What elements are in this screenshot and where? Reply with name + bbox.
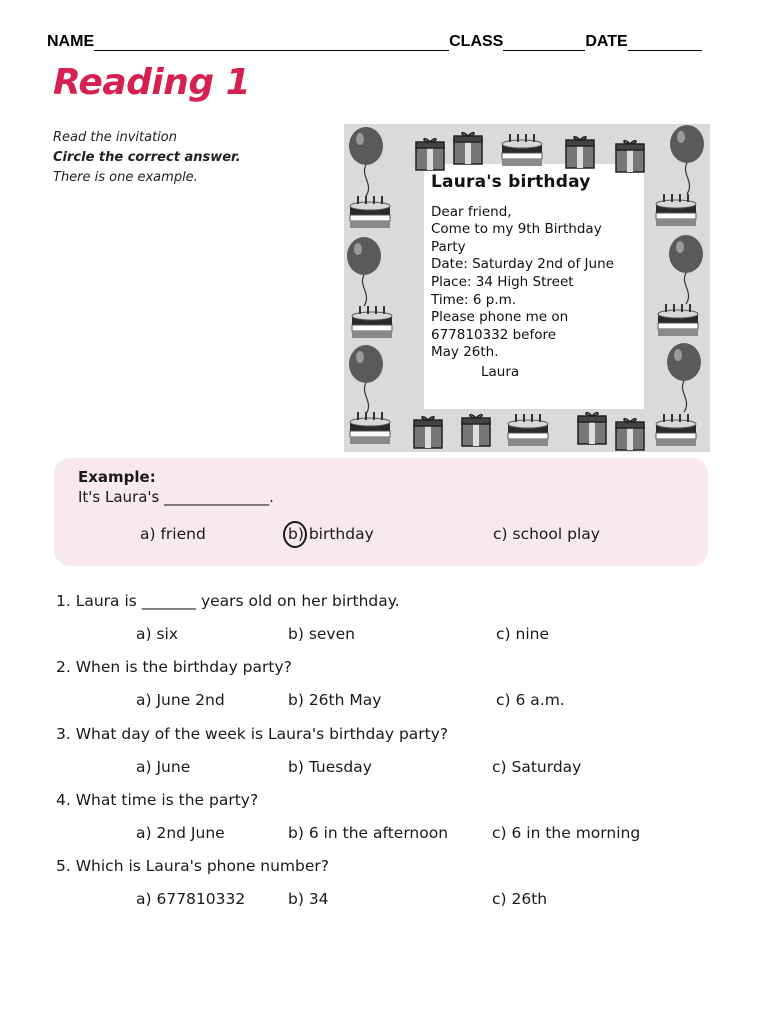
q3-option-a[interactable]: a) June [136,758,191,776]
class-label: CLASS [449,33,504,50]
q5-option-b[interactable]: b) 34 [288,890,329,908]
class-blank[interactable] [503,36,585,51]
example-box [54,458,708,566]
q2-option-b[interactable]: b) 26th May [288,691,382,709]
q2-option-c[interactable]: c) 6 a.m. [496,691,565,709]
q3-option-c[interactable]: c) Saturday [492,758,582,776]
question-1: 1. Laura is _______ years old on her birthday. [56,592,400,610]
q5-option-a[interactable]: a) 677810332 [136,890,246,908]
q5-option-c[interactable]: c) 26th [492,890,548,908]
name-blank[interactable] [94,36,449,51]
q4-option-a[interactable]: a) 2nd June [136,824,225,842]
instructions [53,128,241,188]
q2-option-a[interactable]: a) June 2nd [136,691,225,709]
instruction-line-bold: Circle the correct answer. [53,150,241,165]
invitation-line: Dear friend, [431,203,512,220]
name-label: NAME [47,33,95,50]
example-option-a[interactable]: a) friend [140,525,206,543]
question-3: 3. What day of the week is Laura's birthday party? [56,725,449,743]
invitation-line: 677810332 before [431,326,557,343]
invitation-text [431,174,661,382]
example-label: Example: [78,468,156,486]
invitation-line: Party [431,238,466,255]
q4-option-c[interactable]: c) 6 in the morning [492,824,641,842]
q1-option-c[interactable]: c) nine [496,625,549,643]
example-option-b[interactable]: b) birthday [288,525,374,543]
invitation-card [344,124,710,452]
invitation-line: Date: Saturday 2nd of June [431,256,614,273]
question-4: 4. What time is the party? [56,791,259,809]
q1-option-a[interactable]: a) six [136,625,179,643]
q1-option-b[interactable]: b) seven [288,625,355,643]
invitation-line: Place: 34 High Street [431,273,574,290]
page-title: Reading 1 [53,62,251,103]
instruction-line: Read the invitation [53,130,177,145]
example-sentence: It's Laura's ______________. [78,488,274,506]
answer-circle-mark [283,521,307,548]
invitation-line: May 26th. [431,344,499,361]
q3-option-b[interactable]: b) Tuesday [288,758,372,776]
date-label: DATE [585,33,628,50]
instruction-line: There is one example. [53,170,198,185]
invitation-title: Laura's birthday [431,172,591,192]
invitation-line: Come to my 9th Birthday [431,221,602,238]
student-info-header [47,33,717,51]
q4-option-b[interactable]: b) 6 in the afternoon [288,824,449,842]
question-2: 2. When is the birthday party? [56,658,292,676]
invitation-signature: Laura [481,363,520,380]
example-option-c[interactable]: c) school play [493,525,600,543]
date-blank[interactable] [628,36,702,51]
invitation-line: Please phone me on [431,309,569,326]
question-5: 5. Which is Laura's phone number? [56,857,329,875]
invitation-line: Time: 6 p.m. [431,291,517,308]
